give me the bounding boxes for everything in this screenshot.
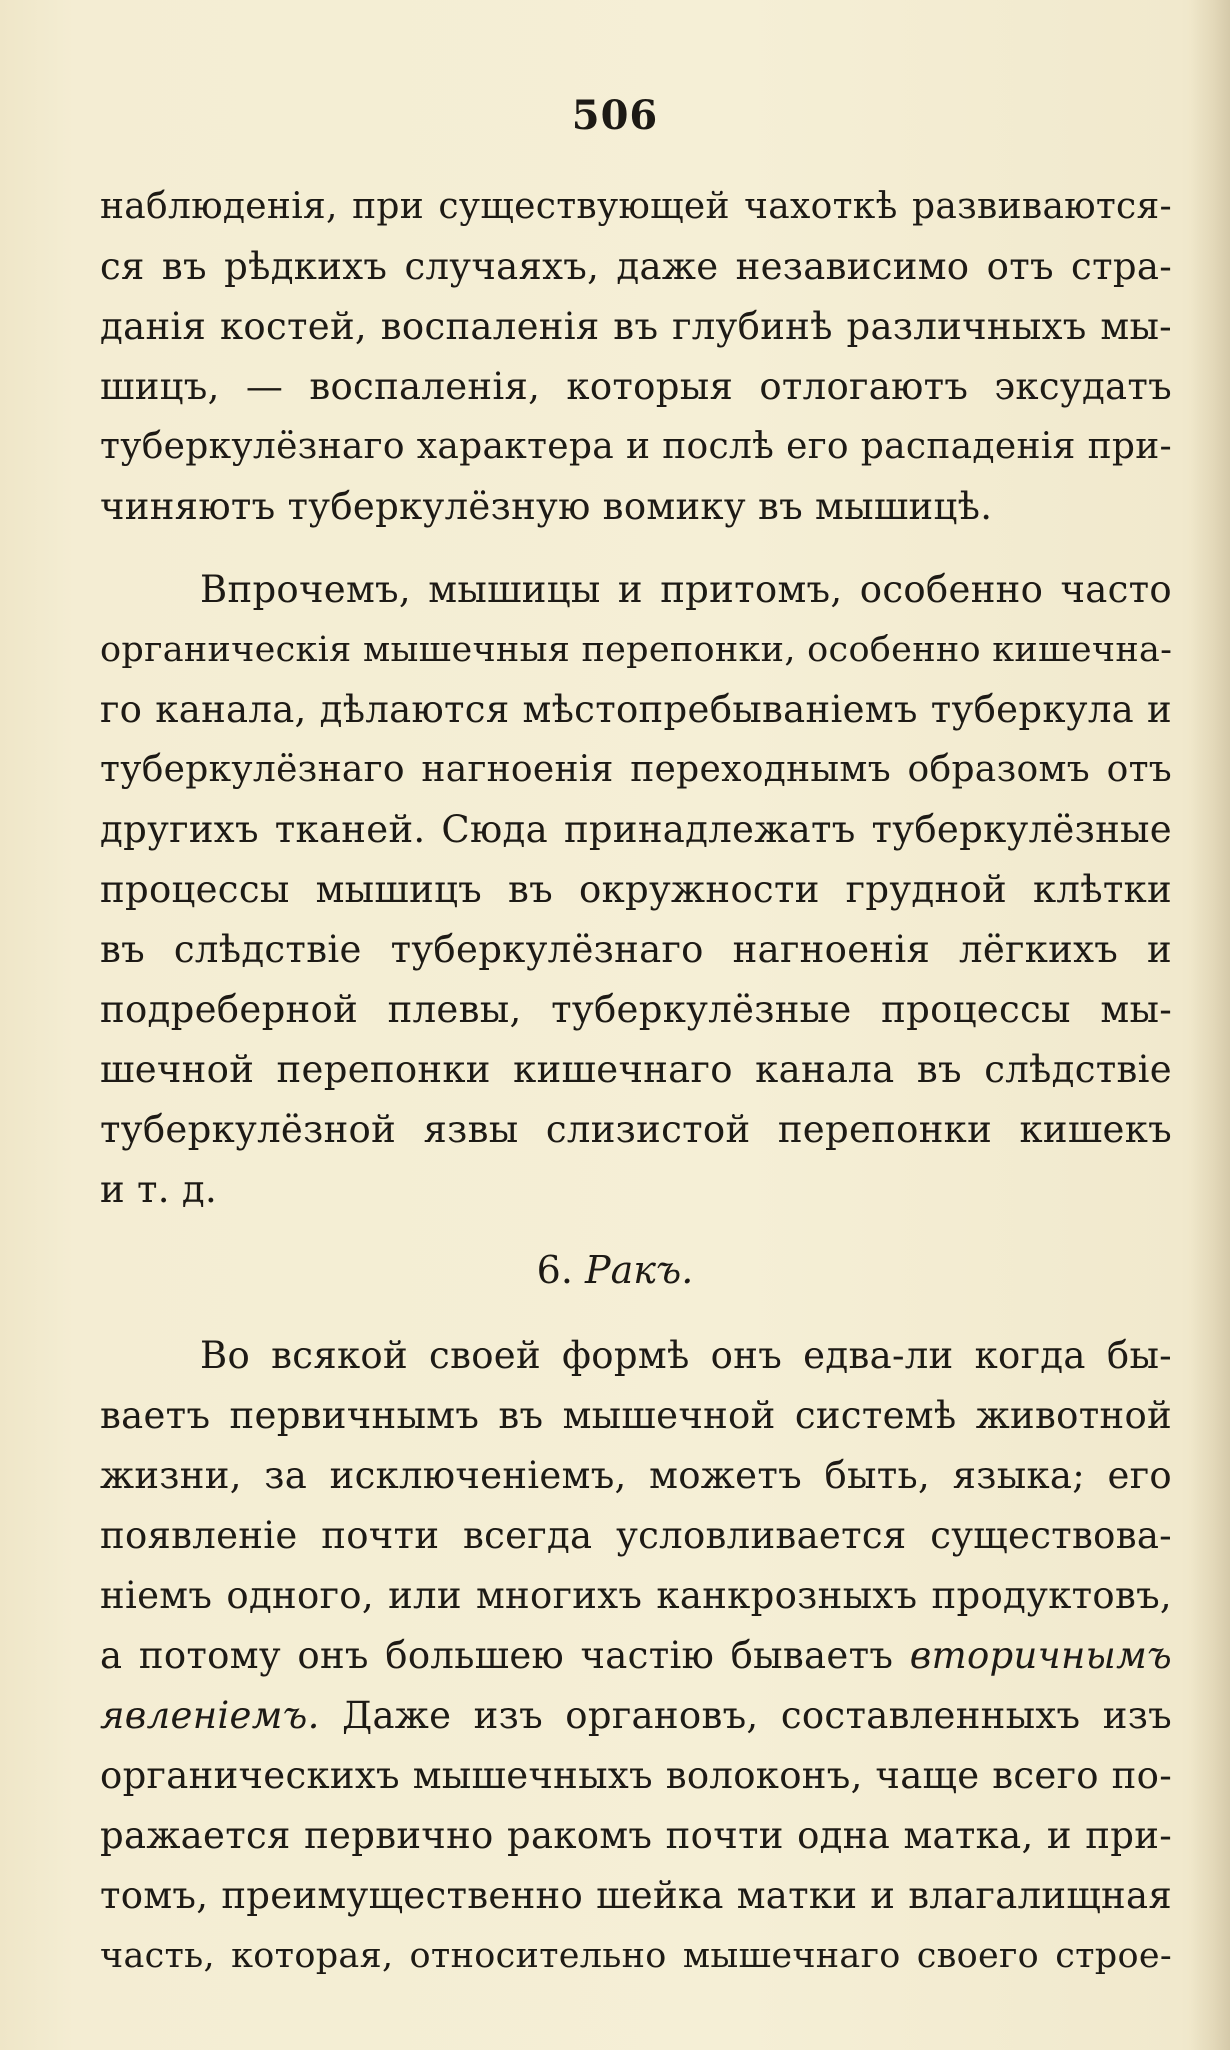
text-line: шицъ, — воспаленія, которыя отлогаютъ эксудатъ bbox=[100, 365, 1172, 408]
text-line: часть, которая, относительно мышечнаго своего строе- bbox=[100, 1936, 1172, 1976]
text-line: наблюденія, при существующей чахоткѣ развиваются- bbox=[100, 186, 1172, 227]
text-span: Даже изъ органовъ, составленныхъ изъ bbox=[342, 1694, 1173, 1737]
text-line: туберкулёзнаго характера и послѣ его распаденія при- bbox=[100, 426, 1172, 467]
text-line bbox=[100, 1626, 1172, 1686]
text-span: а потому онъ большею частію бываетъ bbox=[100, 1634, 894, 1677]
text-line: томъ, преимущественно шейка матки и влагалищная bbox=[100, 1874, 1172, 1917]
text-line: данія костей, воспаленія въ глубинѣ различныхъ мы- bbox=[100, 305, 1172, 348]
text-line bbox=[100, 1686, 1172, 1746]
text-line: органическихъ мышечныхъ волоконъ, чаще всего по- bbox=[100, 1754, 1172, 1797]
text-line: процессы мышицъ въ окружности грудной клѣтки bbox=[100, 868, 1172, 911]
text-line: ражается первично ракомъ почти одна матка, и при- bbox=[100, 1814, 1172, 1857]
text-line: ваетъ первичнымъ въ мышечной системѣ животной bbox=[100, 1394, 1172, 1437]
italic-term: вторичнымъ bbox=[909, 1634, 1173, 1677]
text-line: го канала, дѣлаются мѣстопребываніемъ туберкула и bbox=[100, 688, 1172, 731]
text-line: ніемъ одного, или многихъ канкрозныхъ продуктовъ, bbox=[100, 1574, 1172, 1617]
text-line: органическія мышечныя перепонки, особенно кишечна- bbox=[100, 630, 1173, 670]
text-line: жизни, за исключеніемъ, можетъ быть, языка; его bbox=[100, 1454, 1172, 1497]
text-line: и т. д. bbox=[100, 1168, 218, 1211]
text-line: туберкулёзной язвы слизистой перепонки кишекъ bbox=[100, 1108, 1172, 1151]
text-line: ся въ рѣдкихъ случаяхъ, даже независимо отъ стра- bbox=[100, 245, 1172, 288]
text-line: Впрочемъ, мышицы и притомъ, особенно часто bbox=[200, 568, 1172, 611]
section-number: 6. bbox=[536, 1248, 573, 1292]
text-line: Во всякой своей формѣ онъ едва-ли когда бы- bbox=[200, 1334, 1172, 1377]
text-line: шечной перепонки кишечнаго канала въ слѣдствіе bbox=[100, 1048, 1172, 1091]
text-line: другихъ тканей. Сюда принадлежатъ туберкулёзные bbox=[100, 808, 1172, 851]
text-line: появленіе почти всегда условливается существова- bbox=[100, 1514, 1172, 1557]
section-heading bbox=[0, 1240, 1230, 1300]
text-line: туберкулёзнаго нагноенія переходнымъ образомъ отъ bbox=[100, 749, 1172, 790]
section-title: Ракъ. bbox=[585, 1248, 694, 1292]
italic-term: явленіемъ. bbox=[100, 1694, 320, 1737]
text-line: чиняютъ туберкулёзную вомику въ мышицѣ. bbox=[100, 485, 993, 528]
page-edge-shadow bbox=[1190, 0, 1230, 2050]
text-line: подреберной плевы, туберкулёзные процессы мы- bbox=[100, 988, 1172, 1031]
page-number: 506 bbox=[571, 92, 659, 139]
text-line: въ слѣдствіе туберкулёзнаго нагноенія лёгкихъ и bbox=[100, 928, 1172, 971]
